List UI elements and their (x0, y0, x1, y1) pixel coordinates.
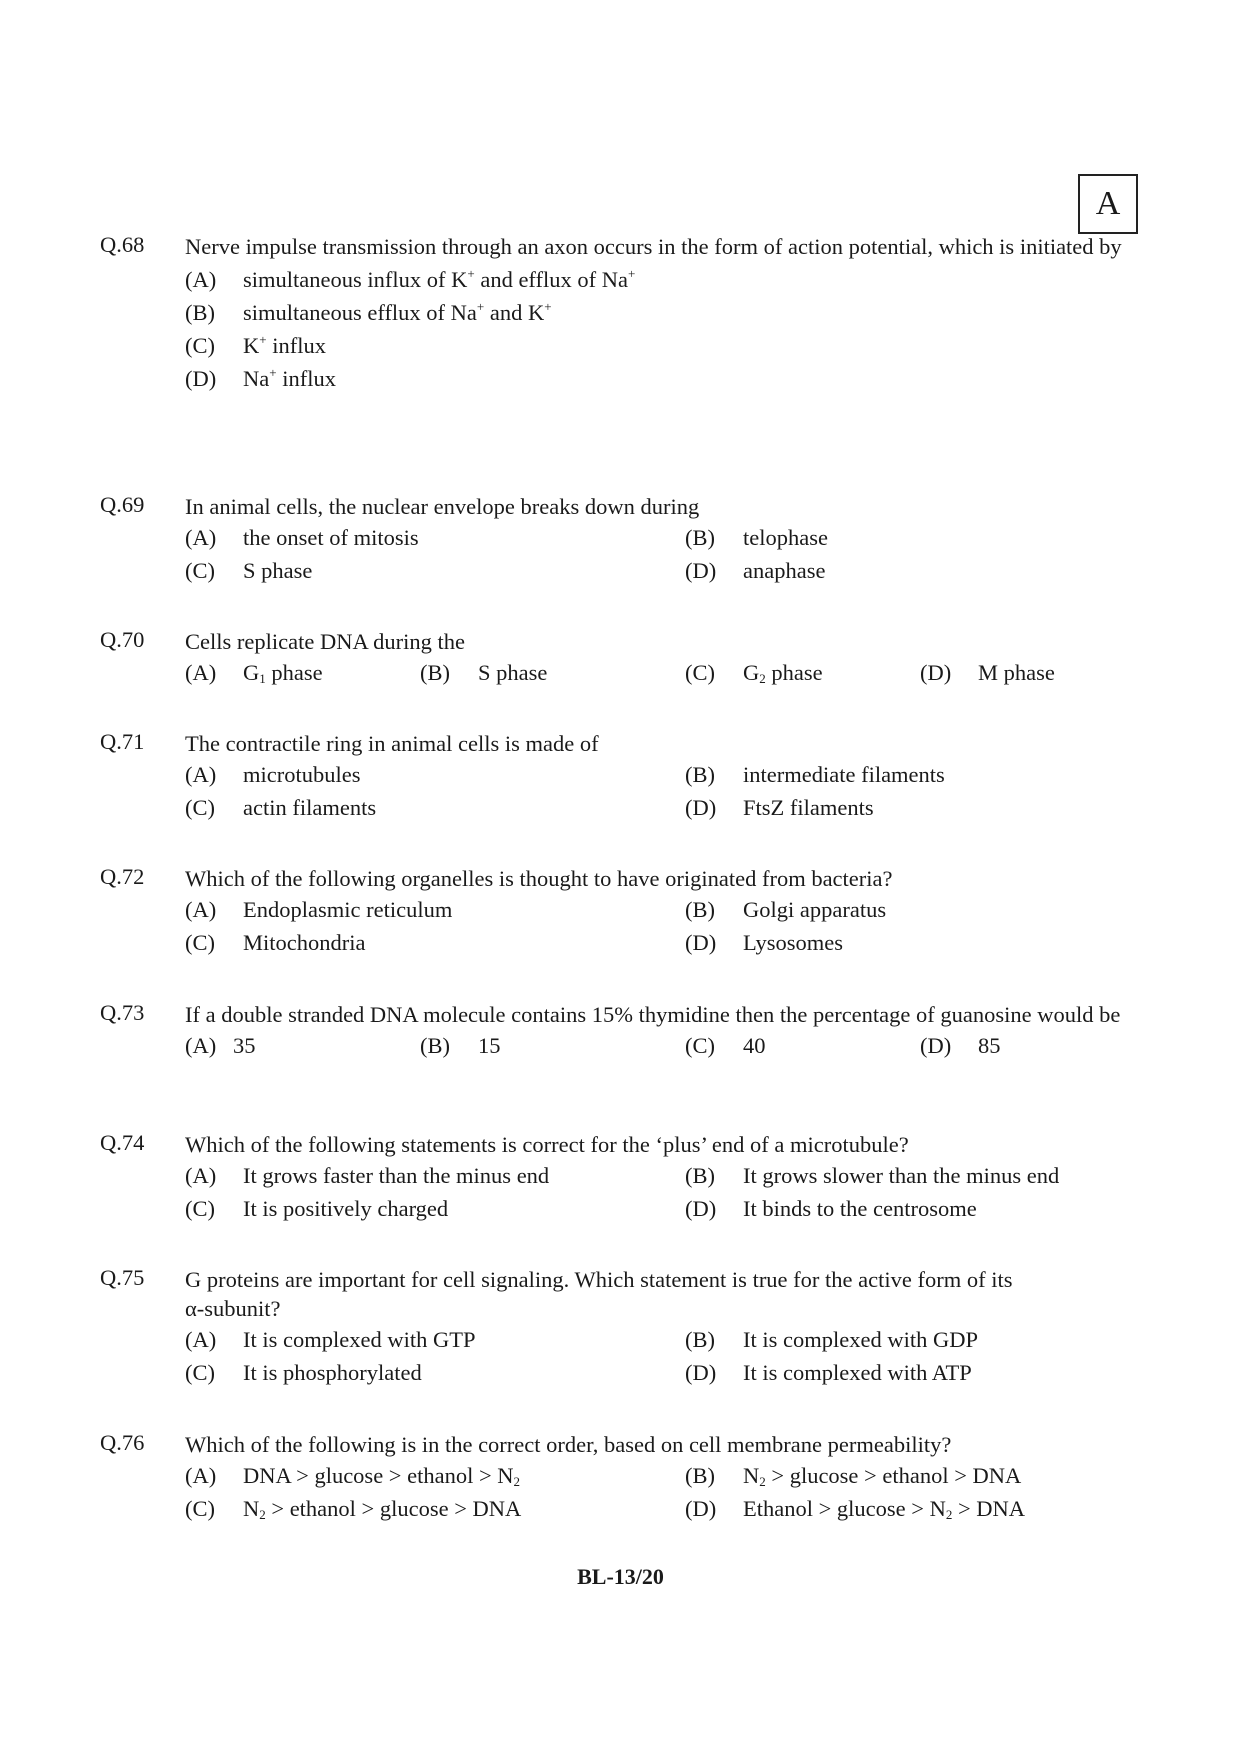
option-c: (C) $N_2$ > ethanol > glucose > DNA (185, 1496, 522, 1522)
option-d: (D) FtsZ filaments (685, 795, 874, 820)
question-73 (100, 1000, 1150, 1062)
option-c: (C) K+ influx (185, 332, 326, 358)
option-a: (A) the onset of mitosis (185, 525, 419, 550)
question-number: Q.70 (100, 627, 145, 652)
question-number: Q.73 (100, 1000, 145, 1025)
question-text: Cells replicate DNA during the (185, 629, 465, 654)
option-d: (D) Lysosomes (685, 930, 844, 955)
option-a: (A) $G_1$ phase (185, 660, 323, 686)
option-c: (C) Mitochondria (185, 930, 366, 955)
option-c: (C) 40 (685, 1033, 766, 1058)
question-text: Which of the following is in the correct order, based on cell membrane permeability? (185, 1432, 952, 1457)
option-b: (B) It grows slower than the minus end (685, 1163, 1060, 1188)
question-70 (100, 627, 1150, 689)
option-b: (B) telophase (685, 525, 828, 550)
question-71 (100, 729, 1150, 824)
question-text: G proteins are important for cell signaling. Which statement is true for the active form of its α-subunit? (185, 1267, 1013, 1321)
question-69 (100, 492, 1150, 587)
option-d: (D) 85 (920, 1033, 1001, 1058)
option-c: (C) It is phosphorylated (185, 1360, 422, 1385)
option-a: (A) DNA > glucose > ethanol > $N_2$ (185, 1463, 521, 1489)
option-d: (D) It is complexed with ATP (685, 1360, 972, 1385)
question-76 (100, 1430, 1150, 1525)
question-number: Q.72 (100, 864, 145, 889)
question-74 (100, 1130, 1150, 1225)
option-d: (D) Na+ influx (185, 365, 336, 391)
question-number: Q.68 (100, 232, 145, 257)
question-number: Q.74 (100, 1130, 145, 1155)
option-d: (D) It binds to the centrosome (685, 1196, 977, 1221)
option-a: (A) simultaneous influx of K+ and efflux of Na+ (185, 266, 636, 292)
option-b: (B) It is complexed with GDP (685, 1327, 978, 1352)
question-68 (100, 232, 1150, 395)
question-number: Q.69 (100, 492, 145, 517)
page-footer: BL-13/20 (577, 1564, 664, 1589)
option-a: (A) Endoplasmic reticulum (185, 897, 453, 922)
option-a: (A) 35 (185, 1033, 256, 1058)
option-a: (A) It is complexed with GTP (185, 1327, 476, 1352)
question-75 (100, 1265, 1150, 1389)
question-text: Which of the following statements is correct for the ‘plus’ end of a microtubule? (185, 1132, 909, 1157)
question-number: Q.75 (100, 1265, 145, 1290)
option-b: (B) simultaneous efflux of Na+ and K+ (185, 299, 552, 325)
question-text: Which of the following organelles is thought to have originated from bacteria? (185, 866, 893, 891)
question-text: In animal cells, the nuclear envelope breaks down during (185, 494, 700, 519)
paper-set-code: A (1078, 174, 1138, 234)
option-d: (D) anaphase (685, 558, 826, 583)
question-text: Nerve impulse transmission through an axon occurs in the form of action potential, which is initiated by (185, 234, 1122, 259)
option-b: (B) Golgi apparatus (685, 897, 887, 922)
option-d: (D) M phase (920, 660, 1055, 685)
question-number: Q.71 (100, 729, 145, 754)
question-number: Q.76 (100, 1430, 145, 1455)
option-a: (A) microtubules (185, 762, 361, 787)
question-72 (100, 864, 1150, 959)
option-c: (C) actin filaments (185, 795, 377, 820)
option-c: (C) $G_2$ phase (685, 660, 823, 686)
option-a: (A) It grows faster than the minus end (185, 1163, 550, 1188)
option-b: (B) 15 (420, 1033, 501, 1058)
question-text: If a double stranded DNA molecule contains 15% thymidine then the percentage of guanosine would be (185, 1002, 1121, 1027)
option-b: (B) intermediate filaments (685, 762, 945, 787)
question-text: The contractile ring in animal cells is made of (185, 731, 599, 756)
option-b: (B) S phase (420, 660, 548, 685)
option-b: (B) $N_2 > glucose$ > ethanol > DNA (685, 1463, 1022, 1489)
option-c: (C) It is positively charged (185, 1196, 449, 1221)
option-c: (C) S phase (185, 558, 313, 583)
option-d: (D) Ethanol > $glucose > N_2$ > DNA (685, 1496, 1026, 1522)
